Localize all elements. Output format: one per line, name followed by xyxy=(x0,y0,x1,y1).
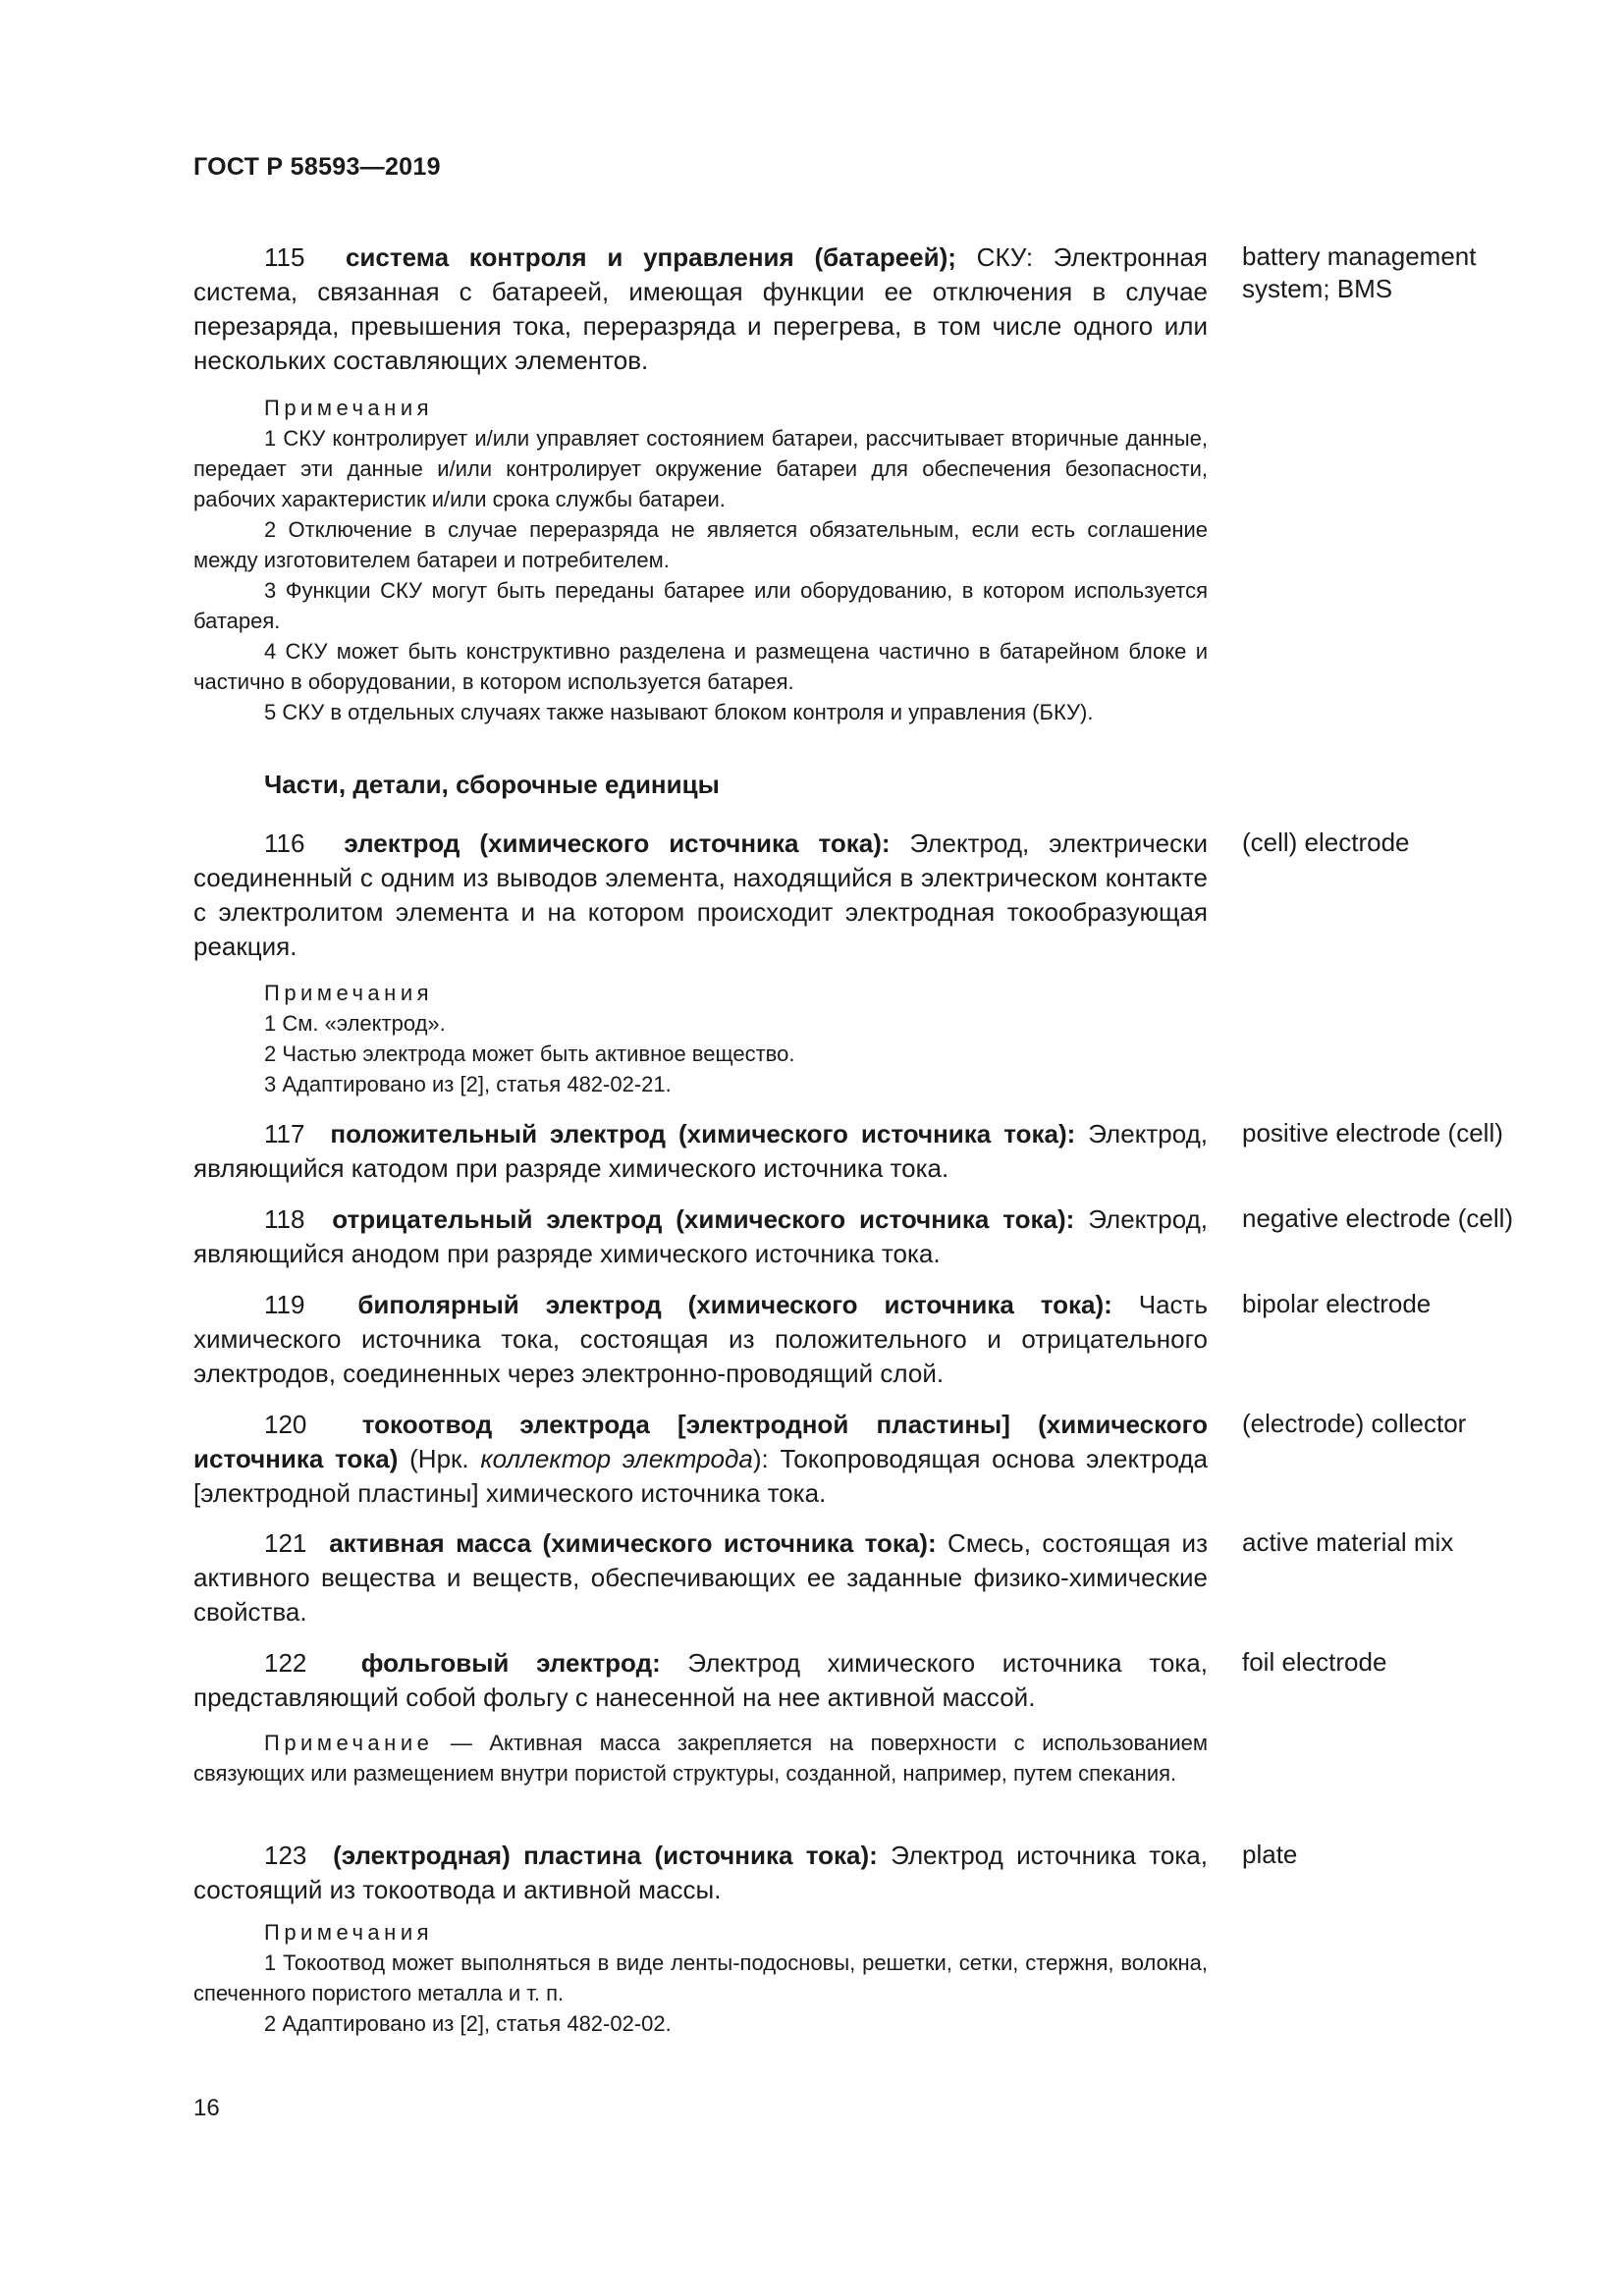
term-name: электрод (химического источника тока): xyxy=(344,828,891,858)
term-definition: 121 активная масса (химического источника тока): Смесь, состоящая из активного вещества и веществ, обеспечивающих ее заданные физико-химические свойства. xyxy=(193,1528,1208,1627)
note-item: 2 Частью электрода может быть активное вещество. xyxy=(264,1041,795,1066)
note-item: 3 Функции СКУ могут быть переданы батарее или оборудованию, в котором используется батарея. xyxy=(193,578,1208,633)
note-item: 1 Токоотвод может выполняться в виде ленты-подосновы, решетки, сетки, стержня, волокна, спеченного пористого металла и т. п. xyxy=(193,1950,1208,2005)
note-item: 2 Отключение в случае переразряда не является обязательным, если есть соглашение между изготовителем батареи и потребителем. xyxy=(193,517,1208,572)
note-item: 4 СКУ может быть конструктивно разделена и размещена частично в батарейном блоке и частично в оборудовании, в котором используется батарея. xyxy=(193,639,1208,694)
term-definition: 118 отрицательный электрод (химического источника тока): Электрод, являющийся анодом при разряде химического источника тока. xyxy=(193,1204,1208,1268)
term-english: bipolar electrode xyxy=(1242,1289,1432,1318)
term-name: система контроля и управления (батареей); xyxy=(345,242,956,272)
term-definition: 122 фольговый электрод: Электрод химического источника тока, представляющий собой фольгу с нанесенной на нее активной массой. xyxy=(193,1648,1208,1712)
term-name: активная масса (химического источника тока): xyxy=(329,1528,937,1558)
term-definition: 117 положительный электрод (химического источника тока): Электрод, являющийся катодом при разряде химического источника тока. xyxy=(193,1119,1209,1183)
page-number: 16 xyxy=(193,2095,220,2121)
term-english: active material mix xyxy=(1242,1527,1454,1557)
document-header: ГОСТ Р 58593—2019 xyxy=(193,153,441,181)
notes-label: Примечания xyxy=(264,1920,434,1945)
note-item: 5 СКУ в отдельных случаях также называют блоком контроля и управления (БКУ). xyxy=(264,700,1094,724)
notes-block-115 xyxy=(193,393,1208,727)
term-name: (электродная) пластина (источника тока): xyxy=(333,1841,878,1870)
note-item: 3 Адаптировано из [2], статья 482-02-21. xyxy=(264,1072,672,1096)
term-english: negative electrode (cell) xyxy=(1242,1203,1514,1233)
term-name: токоотвод электрода [электродной пластины] (химического источника тока) xyxy=(193,1410,1208,1473)
term-english: plate xyxy=(1242,1840,1298,1869)
term-definition: 115 система контроля и управления (батареей); СКУ: Электронная система, связанная с батареей, имеющая функции ее отключения в случае перезаряда, превышения тока, переразряда и перегрева, в том числе одного или нескольких составляющих элементов. xyxy=(193,242,1208,375)
notes-block-116 xyxy=(193,978,1208,1099)
term-definition: 120 токоотвод электрода [электродной пластины] (химического источника тока) (Нрк. коллектор электрода): Токопроводящая основа электрода [электродной пластины] химического источника тока. xyxy=(193,1410,1208,1508)
term-name: биполярный электрод (химического источника тока): xyxy=(357,1290,1112,1319)
term-english: (cell) electrode xyxy=(1242,828,1410,857)
note-item: 1 См. «электрод». xyxy=(264,1011,446,1036)
notes-block-123 xyxy=(193,1917,1208,2039)
term-definition: 116 электрод (химического источника тока): Электрод, электрически соединенный с одним из выводов элемента, находящийся в электрическом контакте с электролитом элемента и на котором происходит электродная токообразующая реакция. xyxy=(193,828,1208,961)
term-english: battery management system; BMS xyxy=(1242,241,1477,303)
note-item: Примечание — Активная масса закрепляется на поверхности с использованием связующих или размещением внутри пористой структуры, созданной, например, путем спекания. xyxy=(193,1731,1208,1786)
term-definition: 123 (электродная) пластина (источника тока): Электрод источника тока, состоящий из токоотвода и активной массы. xyxy=(193,1841,1208,1904)
deprecated-term: коллектор электрода xyxy=(480,1444,753,1473)
term-english: (electrode) collector xyxy=(1242,1409,1467,1438)
notes-label: Примечания xyxy=(264,396,434,420)
term-name: положительный электрод (химического источника тока): xyxy=(330,1119,1076,1148)
note-block-122 xyxy=(193,1728,1208,1789)
section-title: Части, детали, сборочные единицы xyxy=(264,770,720,799)
note-item: 1 СКУ контролирует и/или управляет состоянием батареи, рассчитывает вторичные данные, передает эти данные и/или контролирует окружение батареи для обеспечения безопасности, рабочих характеристик и/или срока службы батареи. xyxy=(193,426,1208,511)
notes-label: Примечания xyxy=(264,981,434,1005)
term-name: отрицательный электрод (химического источника тока): xyxy=(332,1204,1075,1234)
term-name: фольговый электрод: xyxy=(360,1648,661,1678)
term-english: foil electrode xyxy=(1242,1647,1387,1677)
term-definition: 119 биполярный электрод (химического источника тока): Часть химического источника тока, состоящая из положительного и отрицательного электродов, соединенных через электронно-проводящий слой. xyxy=(193,1290,1209,1388)
note-label: Примечание xyxy=(264,1731,434,1755)
term-english: positive electrode (cell) xyxy=(1242,1118,1503,1148)
note-item: 2 Адаптировано из [2], статья 482-02-02. xyxy=(264,2011,672,2036)
